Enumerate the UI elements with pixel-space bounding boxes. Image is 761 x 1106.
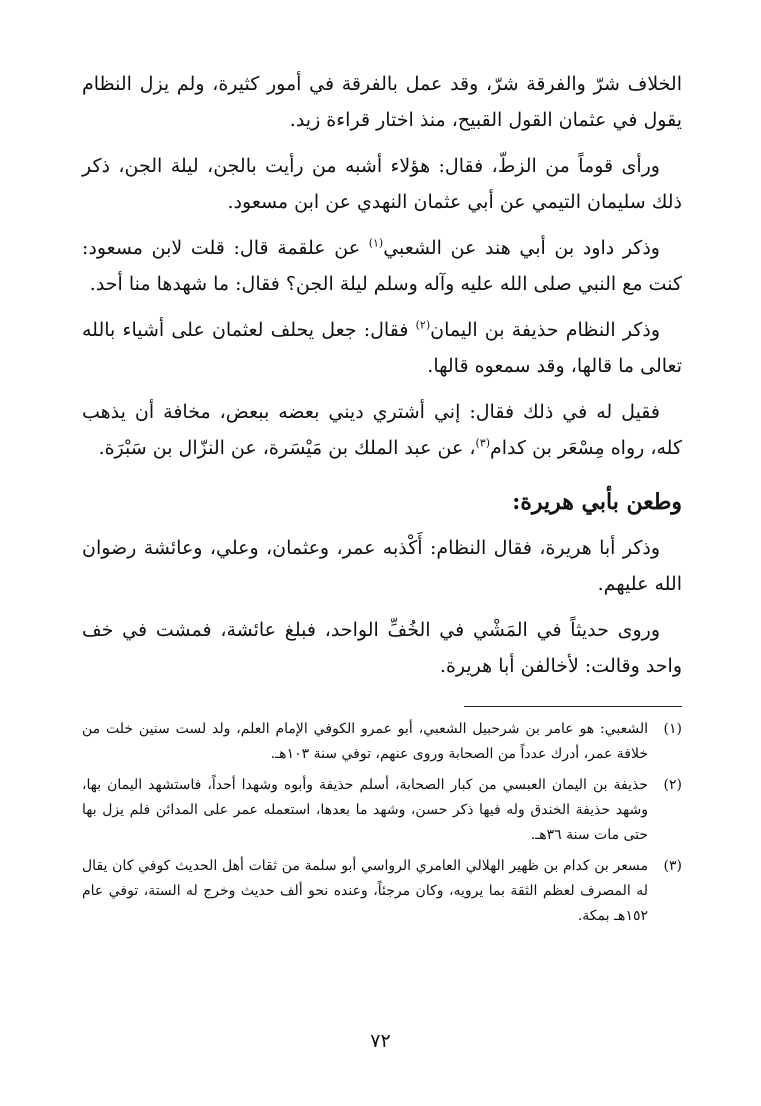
- book-page: [82, 66, 682, 935]
- footnote-text: حذيفة بن اليمان العبسي من كبار الصحابة، أسلم حذيفة وأبوه وشهدا أحداً، فاستشهد اليمان بها، وشهد حذيفة الخندق وله فيها ذكر حسن، وشهد ما بعدها، استعمله عمر على المدائن فلم يزل بها حتى مات سنة ٣٦هـ.: [82, 777, 648, 843]
- paragraph-1-text: الخلاف شرّ والفرقة شرّ، وقد عمل بالفرقة في أمور كثيرة، ولم يزل النظام يقول في عثمان القول القبيح، منذ اختار قراءة زيد.: [82, 73, 682, 131]
- paragraph-7-text: وروى حديثاً في المَشْي في الخُفِّ الواحد، فبلغ عائشة، فمشت في خف واحد وقالت: لأخالفن أبا هريرة.: [82, 619, 682, 677]
- footnote-divider: [464, 706, 682, 707]
- paragraph-4-text-a: وذكر النظام حذيفة بن اليمان: [430, 319, 660, 341]
- footnote-2: [82, 773, 682, 848]
- footnote-number: (١): [663, 721, 682, 737]
- footnote-text: مسعر بن كدام بن ظهير الهلالي العامري الرواسي أبو سلمة من ثقات أهل الحديث كوفي كان يقال له المصرف لعظم الثقة بما يرويه، وكان مرجئاً، وعنده نحو ألف حديث وخرج له الستة، توفي عام ١٥٢هـ بمكة.: [82, 858, 648, 924]
- paragraph-3-text-b: عن علقمة قال: قلت لابن مسعود: كنت مع النبي صلى الله عليه وآله وسلم ليلة الجن؟ فقال: ما شهدها منا أحد.: [82, 237, 682, 295]
- paragraph-1: [82, 66, 682, 138]
- paragraph-5: [82, 394, 682, 466]
- footnote-1: [82, 717, 682, 767]
- footnote-ref-1[interactable]: (١): [368, 236, 384, 250]
- paragraph-3: [82, 230, 682, 302]
- paragraph-4: [82, 312, 682, 384]
- paragraph-6: [82, 530, 682, 602]
- paragraph-2-text: ورأى قوماً من الزطّ، فقال: هؤلاء أشبه من رأيت بالجن، ليلة الجن، ذكر ذلك سليمان التيمي عن أبي عثمان النهدي عن ابن مسعود.: [82, 155, 682, 213]
- paragraph-2: [82, 148, 682, 220]
- page-number: ٧٢: [370, 1030, 391, 1052]
- paragraph-3-text-a: وذكر داود بن أبي هند عن الشعبي: [383, 237, 660, 259]
- footnote-ref-2[interactable]: (٢): [415, 318, 431, 332]
- section-heading: وطعن بأبي هريرة:: [512, 489, 682, 515]
- paragraph-5-text-a: فقيل له في ذلك فقال: إني أشتري ديني بعضه ببعض، مخافة أن يذهب كله، رواه مِسْعَر بن كدام: [82, 401, 682, 459]
- footnote-number: (٢): [663, 777, 682, 793]
- footnote-3: [82, 854, 682, 929]
- paragraph-4-text-b: فقال: جعل يحلف لعثمان على أشياء بالله تعالى ما قالها، وقد سمعوه قالها.: [82, 319, 682, 377]
- footnote-number: (٣): [663, 858, 682, 874]
- footnote-text: الشعبي: هو عامر بن شرحبيل الشعبي، أبو عمرو الكوفي الإمام العلم، ولد لست سنين خلت من خلافة عمر، أدرك عدداً من الصحابة وروى عنهم، توفي سنة ١٠٣هـ.: [82, 721, 648, 762]
- paragraph-6-text: وذكر أبا هريرة، فقال النظام: أَكْذبه عمر، وعثمان، وعلي، وعائشة رضوان الله عليهم.: [82, 537, 682, 595]
- footnote-ref-3[interactable]: (٣): [475, 436, 490, 450]
- paragraph-5-text-b: ، عن عبد الملك بن مَيْسَرة، عن النزّال بن سَبْرَة.: [98, 437, 476, 459]
- paragraph-7: [82, 612, 682, 684]
